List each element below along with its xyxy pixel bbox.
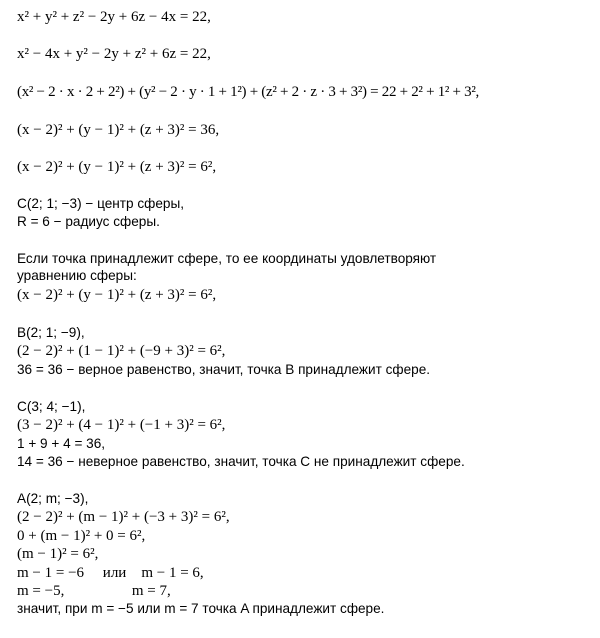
point-a-cases: m − 1 = −6 или m − 1 = 6,	[17, 565, 204, 581]
condition-text-line-1: Если точка принадлежит сфере, то ее координаты удовлетворяют	[17, 251, 437, 266]
point-b-line: B(2; 1; −9),	[17, 325, 85, 340]
equation-line-5: (x − 2)² + (y − 1)² + (z + 3)² = 6²,	[17, 159, 217, 175]
equation-line-2: x² − 4x + y² − 2y + z² + 6z = 22,	[17, 46, 211, 62]
point-a-conclusion: значит, при m = −5 или m = 7 точка A принадлежит сфере.	[17, 601, 385, 616]
point-b-substitution: (2 − 2)² + (1 − 1)² + (−9 + 3)² = 6²,	[17, 343, 226, 359]
point-a-simplified: 0 + (m − 1)² + 0 = 6²,	[17, 528, 146, 544]
sphere-equation-line: (x − 2)² + (y − 1)² + (z + 3)² = 6²,	[17, 287, 217, 303]
point-c-line: C(3; 4; −1),	[17, 399, 86, 414]
point-c-sum: 1 + 9 + 4 = 36,	[17, 436, 106, 451]
condition-text-line-2: уравнению сферы:	[17, 268, 137, 283]
point-b-conclusion: 36 = 36 − верное равенство, значит, точка B принадлежит сфере.	[17, 362, 431, 377]
equation-line-1: x² + y² + z² − 2y + 6z − 4x = 22,	[17, 9, 211, 25]
point-a-square-equation: (m − 1)² = 6²,	[17, 546, 99, 562]
point-c-conclusion: 14 = 36 − неверное равенство, значит, точка C не принадлежит сфере.	[17, 454, 465, 469]
sphere-radius-line: R = 6 − радиус сферы.	[17, 214, 160, 229]
point-c-substitution: (3 − 2)² + (4 − 1)² + (−1 + 3)² = 6²,	[17, 417, 226, 433]
sphere-center-line: C(2; 1; −3) − центр сферы,	[17, 196, 185, 211]
equation-line-3: (x² − 2 · x · 2 + 2²) + (y² − 2 · y · 1 + 1²) + (z² + 2 · z · 3 + 3²) = 22 + 2² + 1² + 3²,	[17, 84, 479, 100]
equation-line-4: (x − 2)² + (y − 1)² + (z + 3)² = 36,	[17, 122, 220, 138]
point-a-substitution: (2 − 2)² + (m − 1)² + (−3 + 3)² = 6²,	[17, 509, 230, 525]
point-a-line: A(2; m; −3),	[17, 491, 89, 506]
point-a-solutions: m = −5, m = 7,	[17, 583, 171, 599]
